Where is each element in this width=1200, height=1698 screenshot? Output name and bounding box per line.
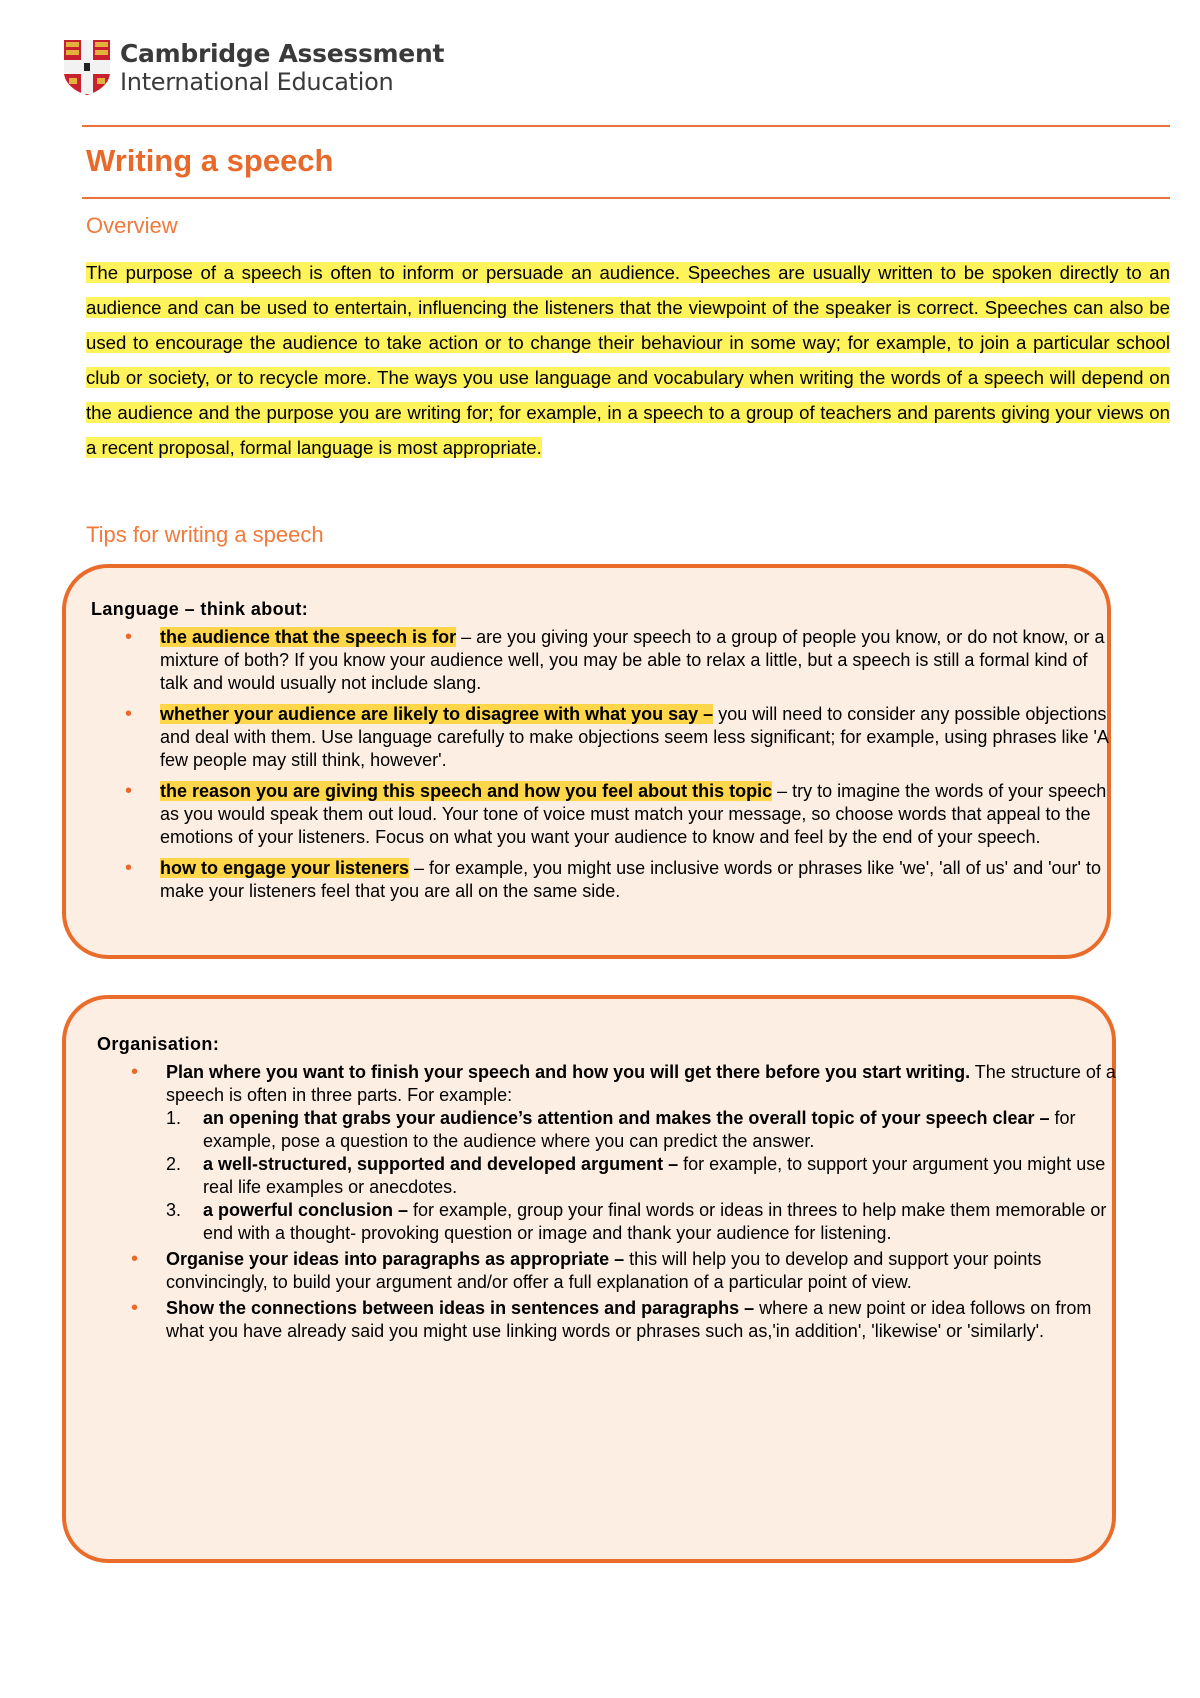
list-item-bold: whether your audience are likely to disagree with what you say – <box>160 704 714 724</box>
list-item <box>166 1061 1116 1245</box>
language-list <box>160 626 1120 911</box>
step-item <box>166 1107 1116 1153</box>
structure-steps <box>166 1107 1116 1245</box>
list-item <box>166 1248 1116 1294</box>
step-item <box>166 1153 1116 1199</box>
tips-heading: Tips for writing a speech <box>86 522 324 547</box>
list-item <box>166 1297 1116 1343</box>
title-rule-bottom <box>82 197 1170 199</box>
list-item-text: you will need to consider any possible objections and deal with them. Use language carefully to make objections seem less significant; for example, using phrases like 'A few people may still think, however'. <box>160 704 1108 770</box>
list-item <box>160 857 1120 903</box>
step-bold: a powerful conclusion – <box>203 1200 409 1220</box>
overview-heading: Overview <box>86 213 178 238</box>
list-item <box>160 780 1120 849</box>
list-item-text: The structure of a speech is often in three parts. For example: <box>166 1062 1116 1105</box>
cambridge-logo <box>62 38 444 96</box>
cambridge-crest-icon <box>62 38 112 96</box>
list-item-bold: Organise your ideas into paragraphs as appropriate – <box>166 1249 625 1269</box>
step-bold: an opening that grabs your audience’s attention and makes the overall topic of your speech clear – <box>203 1108 1050 1128</box>
organisation-list <box>166 1061 1116 1346</box>
language-box <box>62 564 1111 959</box>
step-number: 1. <box>166 1108 182 1128</box>
list-item-text: where a new point or idea follows on from what you have already said you might use linking words or phrases such as,'in addition', 'likewise' or 'similarly'. <box>166 1298 1092 1341</box>
title-rule-top <box>82 125 1170 127</box>
step-text: for example, to support your argument you might use real life examples or anecdotes. <box>203 1154 1106 1197</box>
language-box-title: Language – think about: <box>91 599 309 619</box>
step-bold: a well-structured, supported and developed argument – <box>203 1154 679 1174</box>
list-item-bold: how to engage your listeners <box>160 858 410 878</box>
logo-line2: International Education <box>120 67 394 96</box>
step-text: for example, pose a question to the audience where you can predict the answer. <box>203 1108 1076 1151</box>
list-item-text: – try to imagine the words of your speech as you would speak them out loud. Your tone of voice must match your message, so choose words that appeal to the emotions of your listeners. Focus on what you want your audience to know and feel by the end of your speech. <box>160 781 1107 847</box>
list-item <box>160 626 1120 695</box>
step-number: 2. <box>166 1154 182 1174</box>
overview-text: The purpose of a speech is often to inform or persuade an audience. Speeches are usually written to be spoken directly to an audience and can be used to entertain, influencing the listeners that the viewpoint of the speaker is correct. Speeches can also be used to encourage the audience to take action or to change their behaviour in some way; for example, to join a particular school club or society, or to recycle more. The ways you use language and vocabulary when writing the words of a speech will depend on the audience and the purpose you are writing for; for example, in a speech to a group of teachers and parents giving your views on a recent proposal, formal language is most appropriate. <box>86 262 1170 458</box>
step-text: for example, group your final words or ideas in threes to help make them memorable or end with a thought- provoking question or image and thank your audience for listening. <box>203 1200 1107 1243</box>
list-item-text: this will help you to develop and support your points convincingly, to build your argument and/or offer a full explanation of a particular point of view. <box>166 1249 1042 1292</box>
organisation-box-title: Organisation: <box>97 1034 220 1054</box>
organisation-box <box>62 995 1116 1563</box>
list-item-bold: Show the connections between ideas in sentences and paragraphs – <box>166 1298 755 1318</box>
list-item <box>160 703 1120 772</box>
list-item-text: – for example, you might use inclusive words or phrases like 'we', 'all of us' and 'our' to make your listeners feel that you are all on the same side. <box>160 858 1101 901</box>
list-item-text: – are you giving your speech to a group of people you know, or do not know, or a mixture of both? If you know your audience well, you may be able to relax a little, but a speech is still a formal kind of talk and would usually not include slang. <box>160 627 1105 693</box>
step-number: 3. <box>166 1200 182 1220</box>
list-item-bold: Plan where you want to finish your speech and how you will get there before you start writing. <box>166 1062 971 1082</box>
step-item <box>166 1199 1116 1245</box>
overview-paragraph <box>86 255 1170 465</box>
logo-line1: Cambridge Assessment <box>120 38 445 68</box>
page-title: Writing a speech <box>86 143 334 178</box>
list-item-bold: the reason you are giving this speech and how you feel about this topic <box>160 781 773 801</box>
list-item-bold: the audience that the speech is for <box>160 627 457 647</box>
